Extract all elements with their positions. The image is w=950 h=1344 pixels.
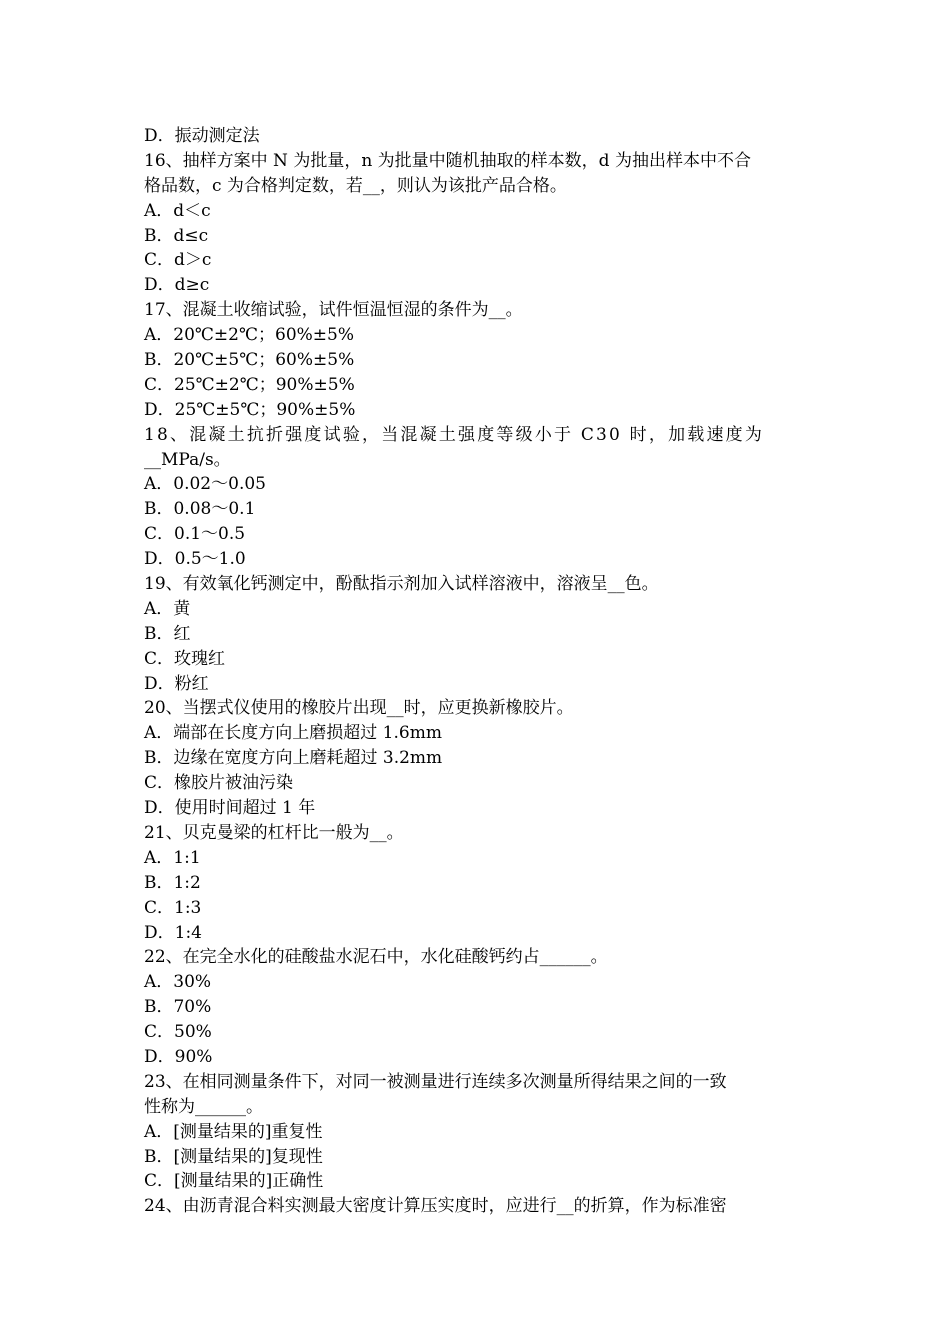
option-b-19: B．红: [144, 623, 191, 644]
option-d-20: D．使用时间超过 1 年: [144, 798, 316, 819]
option-c-17: C．25℃±2℃；90%±5%: [144, 374, 355, 395]
option-b-23: B．[测量结果的]复现性: [144, 1146, 323, 1167]
option-d-17: D．25℃±5℃；90%±5%: [144, 399, 356, 420]
option-c-22: C．50%: [144, 1022, 212, 1043]
option-a-21: A．1:1: [144, 847, 201, 868]
question-21: 21、贝克曼梁的杠杆比一般为__。: [144, 822, 404, 843]
option-a-20: A．端部在长度方向上磨损超过 1.6mm: [144, 723, 442, 744]
option-c-20: C．橡胶片被油污染: [144, 773, 294, 794]
option-a-17: A．20℃±2℃；60%±5%: [144, 325, 355, 346]
option-c-21: C．1:3: [144, 897, 202, 918]
option-a-22: A．30%: [144, 972, 212, 993]
question-text-block: [144, 124, 808, 1219]
option-b-17: B．20℃±5℃；60%±5%: [144, 350, 355, 371]
option-a-19: A．黄: [144, 598, 191, 619]
option-c-23: C．[测量结果的]正确性: [144, 1171, 324, 1192]
question-20: 20、当摆式仪使用的橡胶片出现__时，应更换新橡胶片。: [144, 698, 574, 719]
option-b-20: B．边缘在宽度方向上磨耗超过 3.2mm: [144, 748, 443, 769]
option-c-18: C．0.1～0.5: [144, 524, 246, 545]
option-d-22: D．90%: [144, 1046, 213, 1067]
option-b-16: B．d≤c: [144, 225, 209, 246]
question-19: 19、有效氧化钙测定中，酚酞指示剂加入试样溶液中，溶液呈__色。: [144, 574, 659, 595]
option-d-15: D．振动测定法: [144, 126, 260, 146]
option-a-16: A．d＜c: [144, 200, 211, 221]
question-22: 22、在完全水化的硅酸盐水泥石中，水化硅酸钙约占______。: [144, 947, 608, 968]
option-b-18: B．0.08～0.1: [144, 499, 256, 520]
question-23-line-2: 性称为______。: [144, 1096, 263, 1117]
option-b-22: B．70%: [144, 997, 212, 1018]
question-18-line-1: 18、混凝土抗折强度试验，当混凝土强度等级小于 C30 时，加载速度为: [144, 424, 765, 445]
question-16-line-1: 16、抽样方案中 N 为批量，n 为批量中随机抽取的样本数，d 为抽出样本中不合: [144, 150, 751, 171]
option-d-16: D．d≥c: [144, 275, 210, 296]
option-c-19: C．玫瑰红: [144, 648, 226, 669]
option-a-18: A．0.02～0.05: [144, 474, 266, 495]
question-18-line-2: __MPa/s。: [144, 449, 231, 470]
option-d-19: D．粉红: [144, 673, 209, 694]
option-a-23: A．[测量结果的]重复性: [144, 1121, 323, 1142]
question-17: 17、混凝土收缩试验，试件恒温恒湿的条件为__。: [144, 300, 523, 321]
question-16-line-2: 格品数，c 为合格判定数，若__，则认为该批产品合格。: [144, 175, 567, 196]
option-b-21: B．1:2: [144, 872, 201, 893]
option-c-16: C．d＞c: [144, 250, 212, 271]
option-d-18: D．0.5～1.0: [144, 549, 246, 570]
option-d-21: D．1:4: [144, 922, 202, 943]
question-24-line-1: 24、由沥青混合料实测最大密度计算压实度时，应进行__的折算，作为标准密: [144, 1196, 727, 1217]
question-23-line-1: 23、在相同测量条件下，对同一被测量进行连续多次测量所得结果之间的一致: [144, 1071, 727, 1092]
